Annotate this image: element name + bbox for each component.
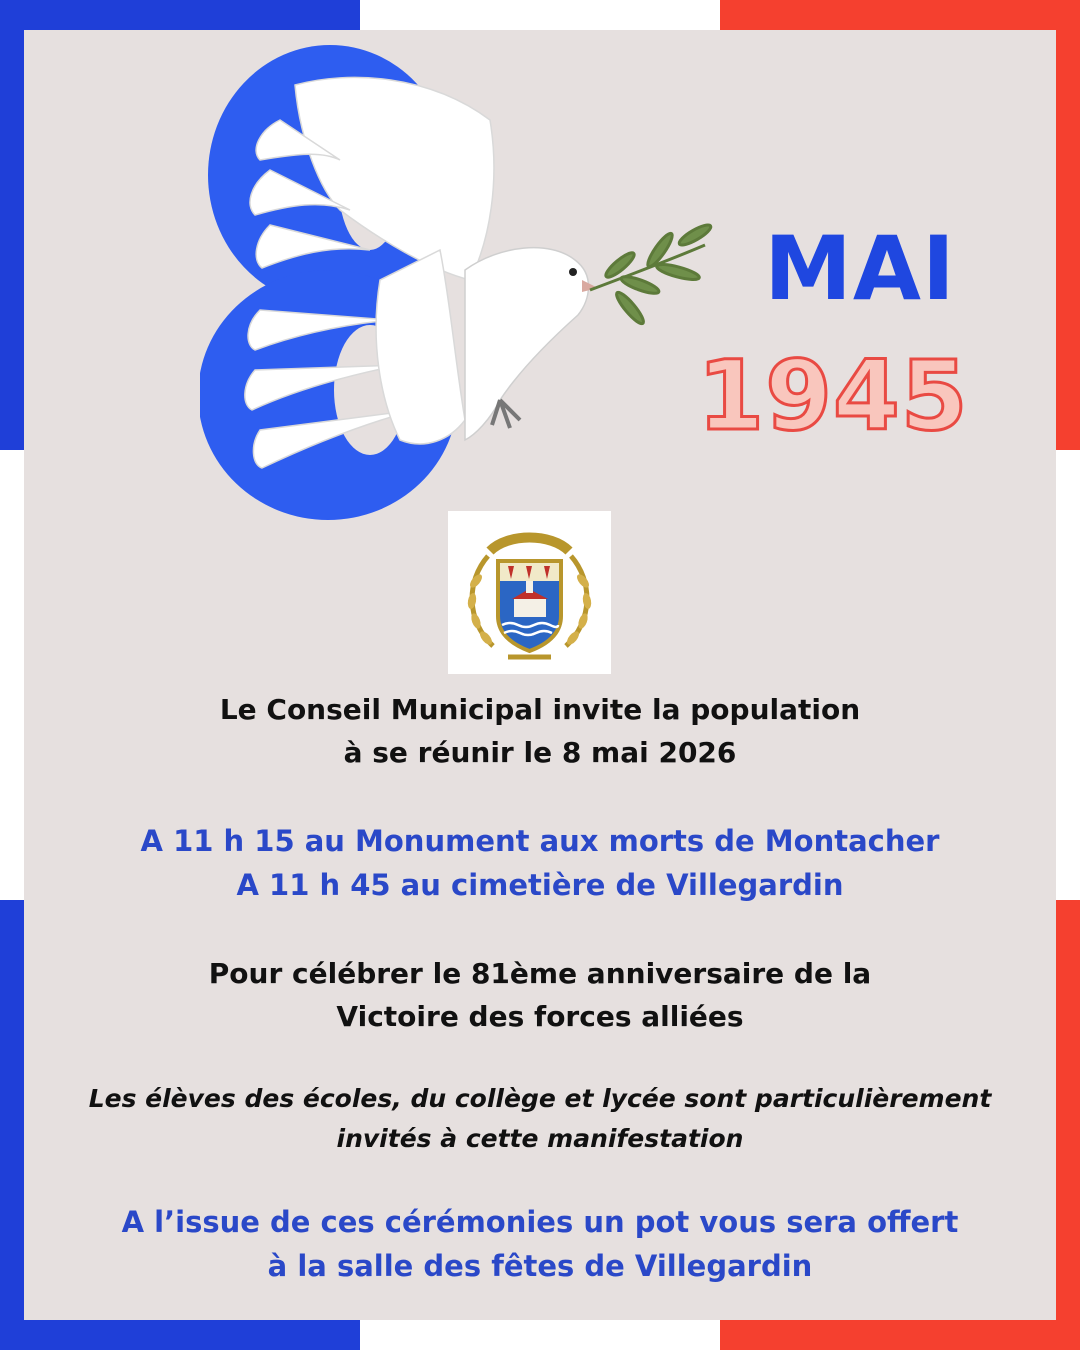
reception-line-1: A l’issue de ces cérémonies un pot vous sera offert — [121, 1205, 959, 1239]
invitation-line-1: Le Conseil Municipal invite la population — [219, 693, 861, 726]
dove-eight-illustration — [200, 40, 800, 540]
purpose-text — [60, 952, 1020, 1038]
olive-branch — [590, 222, 713, 327]
year-title: 1945 — [697, 340, 969, 452]
invitation-text — [60, 688, 1020, 774]
purpose-line-2: Victoire des forces alliées — [336, 1000, 744, 1033]
invitation-line-2: à se réunir le 8 mai 2026 — [343, 736, 737, 769]
schedule-text — [60, 819, 1020, 907]
purpose-line-1: Pour célébrer le 81ème anniversaire de la — [208, 957, 872, 990]
schedule-line-villegardin: A 11 h 45 au cimetière de Villegardin — [236, 868, 844, 902]
town-coat-of-arms — [448, 511, 611, 674]
reception-line-2: à la salle des fêtes de Villegardin — [267, 1249, 813, 1283]
dove-body — [465, 248, 598, 440]
motto-scroll — [490, 538, 569, 552]
students-text — [60, 1079, 1020, 1159]
reception-text — [60, 1200, 1020, 1288]
students-line-1: Les élèves des écoles, du collège et lycée sont particulièrement — [88, 1084, 992, 1113]
students-line-2: invités à cette manifestation — [336, 1124, 744, 1153]
month-title: MAI — [764, 217, 956, 320]
schedule-line-montacher: A 11 h 15 au Monument aux morts de Montacher — [140, 824, 940, 858]
